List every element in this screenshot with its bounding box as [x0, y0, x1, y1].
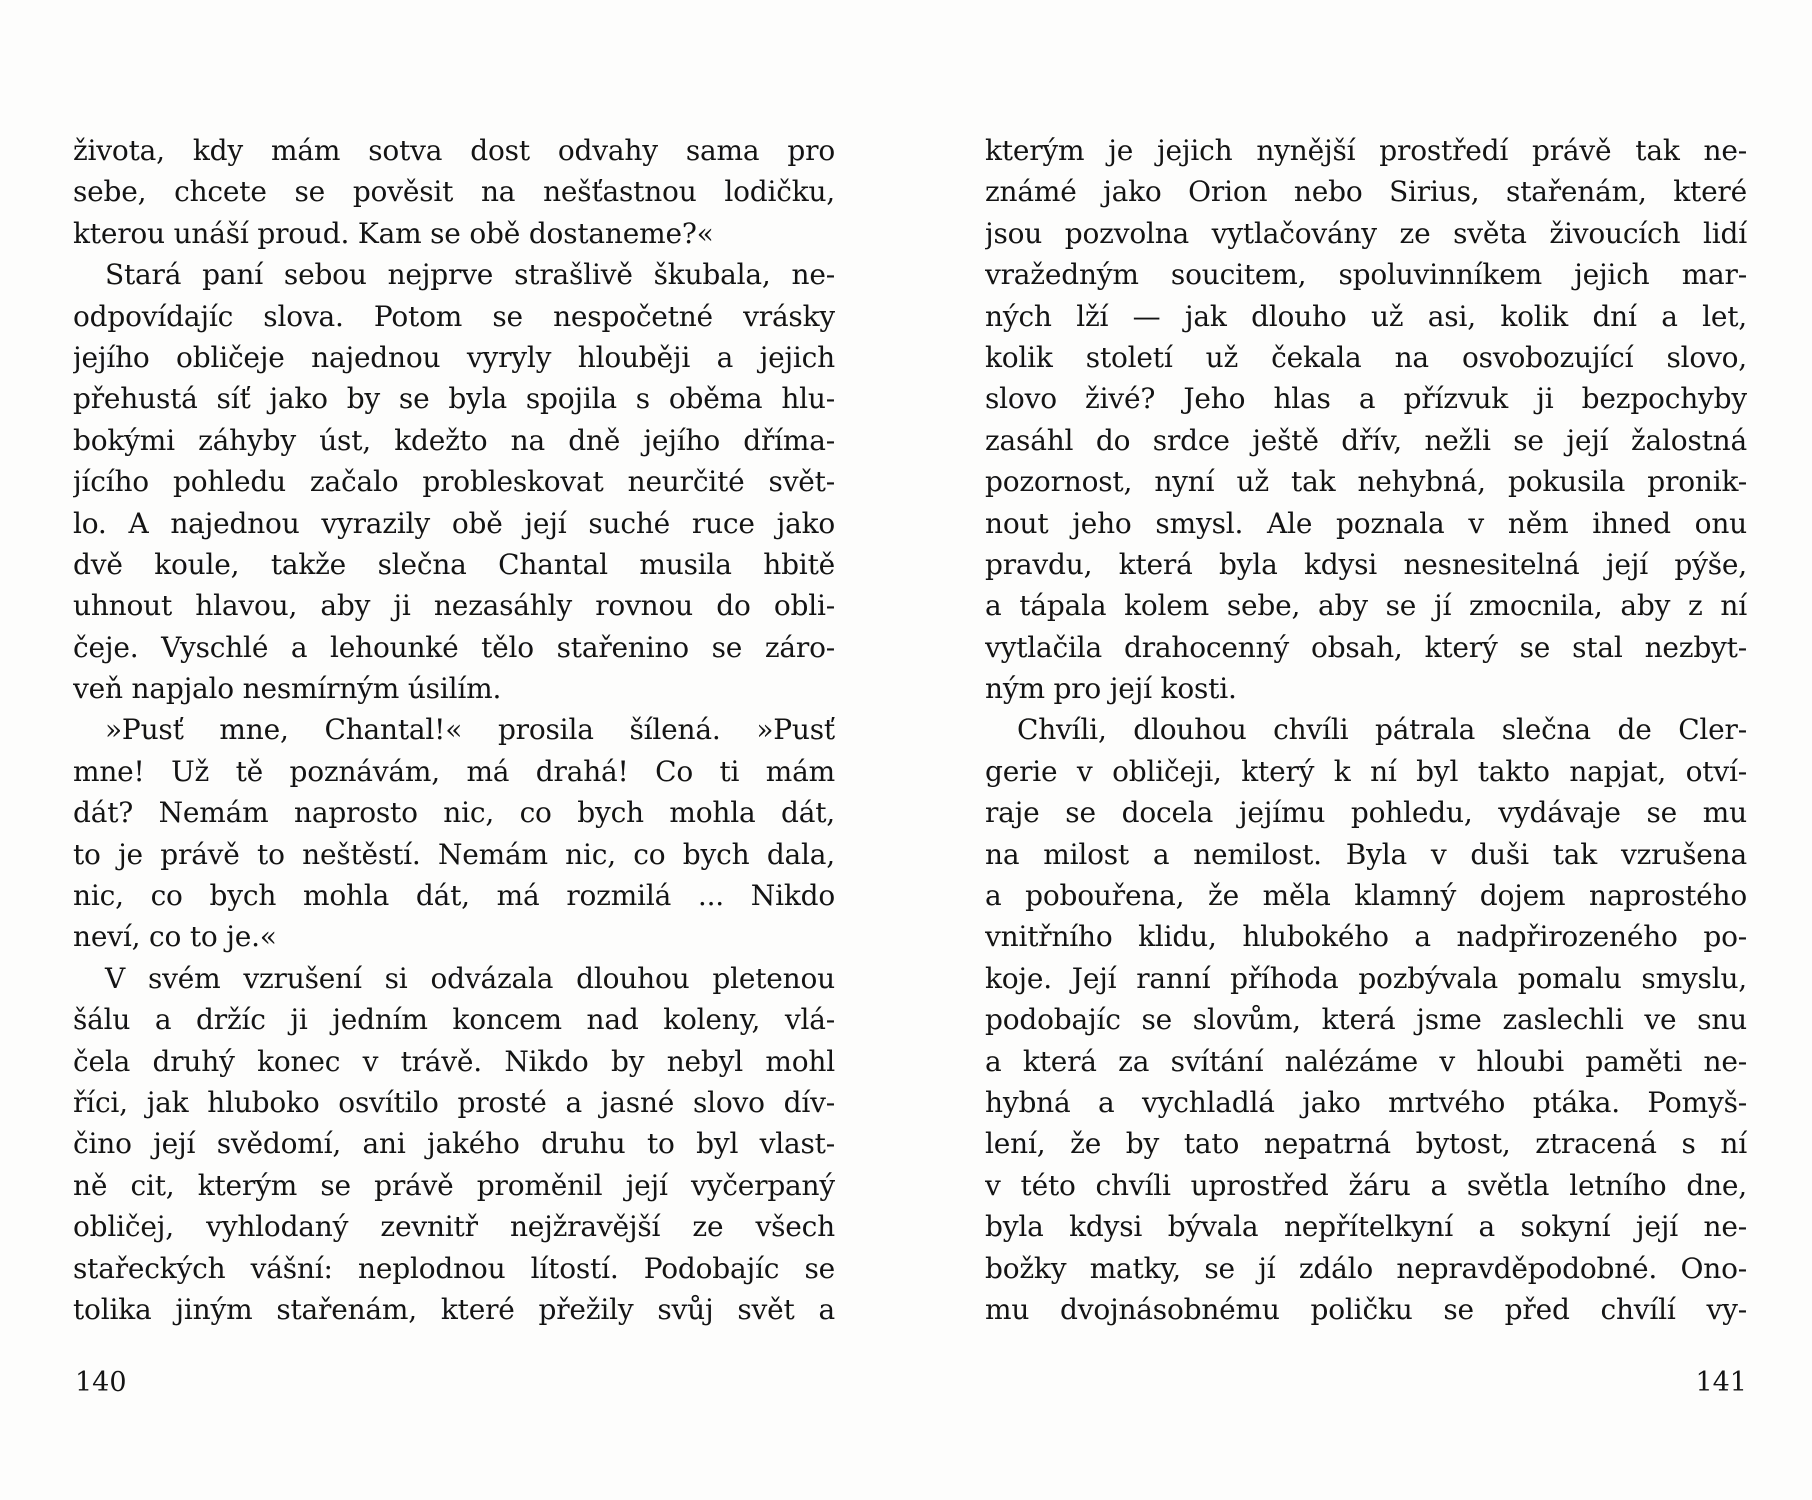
text-line: pravdu, která byla kdysi nesnesitelná její pýše, [985, 547, 1747, 581]
page-number-right: 141 [1695, 1367, 1747, 1398]
text-line: přehustá síť jako by se byla spojila s oběma hlu- [73, 382, 835, 416]
text-line: uhnout hlavou, aby ji nezasáhly rovnou do obli- [73, 589, 835, 623]
text-line: nout jeho smysl. Ale poznala v něm ihned onu [985, 506, 1747, 540]
text-line: šálu a držíc ji jedním koncem nad koleny, vlá- [73, 1003, 835, 1037]
text-line: bokými záhyby úst, kdežto na dně jejího dříma- [73, 423, 835, 457]
text-line: známé jako Orion nebo Sirius, stařenám, které [985, 175, 1747, 209]
text-line: kterou unáší proud. Kam se obě dostaneme?« [73, 216, 714, 250]
text-line: a která za svítání nalézáme v hloubi paměti ne- [985, 1044, 1747, 1078]
text-line: stařeckých vášní: neplodnou lítostí. Podobajíc se [73, 1251, 835, 1285]
text-line: kterým je jejich nynější prostředí právě tak ne- [985, 134, 1747, 167]
text-line: neví, co to je.« [73, 920, 277, 954]
text-line: dát? Nemám naprosto nic, co bych mohla dát, [73, 796, 835, 830]
text-line: ně cit, kterým se právě proměnil její vyčerpaný [73, 1168, 835, 1202]
page-left-text-column [73, 130, 835, 1330]
text-line: koje. Její ranní příhoda pozbývala pomalu smyslu, [985, 961, 1747, 995]
text-line: zasáhl do srdce ještě dřív, nežli se její žalostná [985, 423, 1747, 457]
text-line: odpovídajíc slova. Potom se nespočetné vrásky [73, 299, 835, 333]
text-line: lení, že by tato nepatrná bytost, ztracená s ní [985, 1127, 1747, 1161]
text-line: a tápala kolem sebe, aby se jí zmocnila, aby z ní [985, 589, 1747, 623]
text-line: čeje. Vyschlé a lehounké tělo stařenino se záro- [73, 630, 835, 664]
text-line: lo. A najednou vyrazily obě její suché ruce jako [73, 506, 835, 540]
text-line: v této chvíli uprostřed žáru a světla letního dne, [985, 1168, 1747, 1202]
text-line: raje se docela jejímu pohledu, vydávaje se mu [985, 796, 1747, 830]
text-line: vytlačila drahocenný obsah, který se stal nezbyt- [985, 630, 1747, 664]
text-line: veň napjalo nesmírným úsilím. [73, 672, 502, 706]
text-line: Stará paní sebou nejprve strašlivě škubala, ne- [105, 258, 835, 292]
page-right-text-column [985, 130, 1747, 1330]
text-line: říci, jak hluboko osvítilo prosté a jasné slovo dív- [73, 1085, 835, 1119]
text-line: mu dvojnásobnému poličku se před chvílí vy- [985, 1292, 1747, 1326]
text-line: »Pusť mne, Chantal!« prosila šílená. »Pusť [105, 713, 835, 747]
text-line: Chvíli, dlouhou chvíli pátrala slečna de Cler- [1017, 713, 1747, 747]
text-line: mne! Už tě poznávám, má drahá! Co ti mám [73, 754, 835, 788]
text-line: jejího obličeje najednou vyryly hlouběji a jejich [73, 340, 835, 374]
text-line: hybná a vychladlá jako mrtvého ptáka. Pomyš- [985, 1085, 1747, 1119]
text-line: podobajíc se slovům, která jsme zaslechli ve snu [985, 1003, 1747, 1037]
text-line: slovo živé? Jeho hlas a přízvuk ji bezpochyby [985, 382, 1747, 416]
text-line: gerie v obličeji, který k ní byl takto napjat, otví- [985, 754, 1747, 788]
text-line: jsou pozvolna vytlačovány ze světa živoucích lidí [985, 216, 1747, 250]
text-line: tolika jiným stařenám, které přežily svůj svět a [73, 1292, 835, 1326]
text-line: ných lží — jak dlouho už asi, kolik dní a let, [985, 299, 1747, 333]
text-line: vnitřního klidu, hlubokého a nadpřirozeného po- [985, 920, 1747, 954]
text-line: vražedným soucitem, spoluvinníkem jejich mar- [985, 258, 1747, 292]
text-line: V svém vzrušení si odvázala dlouhou pletenou [105, 961, 835, 995]
text-line: čino její svědomí, ani jakého druhu to byl vlast- [73, 1127, 835, 1161]
text-line: a pobouřena, že měla klamný dojem naprostého [985, 879, 1747, 913]
text-line: kolik století už čekala na osvobozující slovo, [985, 340, 1747, 374]
text-line: nic, co bych mohla dát, má rozmilá ... Nikdo [73, 879, 835, 913]
text-line: ným pro její kosti. [985, 672, 1237, 706]
text-line: čela druhý konec v trávě. Nikdo by nebyl mohl [73, 1044, 835, 1078]
text-line: obličej, vyhlodaný zevnitř nejžravější ze všech [73, 1210, 835, 1244]
text-line: pozornost, nyní už tak nehybná, pokusila pronik- [985, 465, 1747, 499]
text-line: jícího pohledu začalo probleskovat neurčité svět- [73, 465, 835, 499]
text-line: dvě koule, takže slečna Chantal musila hbitě [73, 547, 835, 581]
text-line: božky matky, se jí zdálo nepravděpodobné. Ono- [985, 1251, 1747, 1285]
text-line: na milost a nemilost. Byla v duši tak vzrušena [985, 837, 1747, 871]
text-line: to je právě to neštěstí. Nemám nic, co bych dala, [73, 837, 835, 871]
page-number-left: 140 [75, 1367, 127, 1398]
text-line: byla kdysi bývala nepřítelkyní a sokyní její ne- [985, 1210, 1747, 1244]
text-line: života, kdy mám sotva dost odvahy sama pro [73, 134, 835, 167]
text-line: sebe, chcete se pověsit na nešťastnou lodičku, [73, 175, 835, 209]
